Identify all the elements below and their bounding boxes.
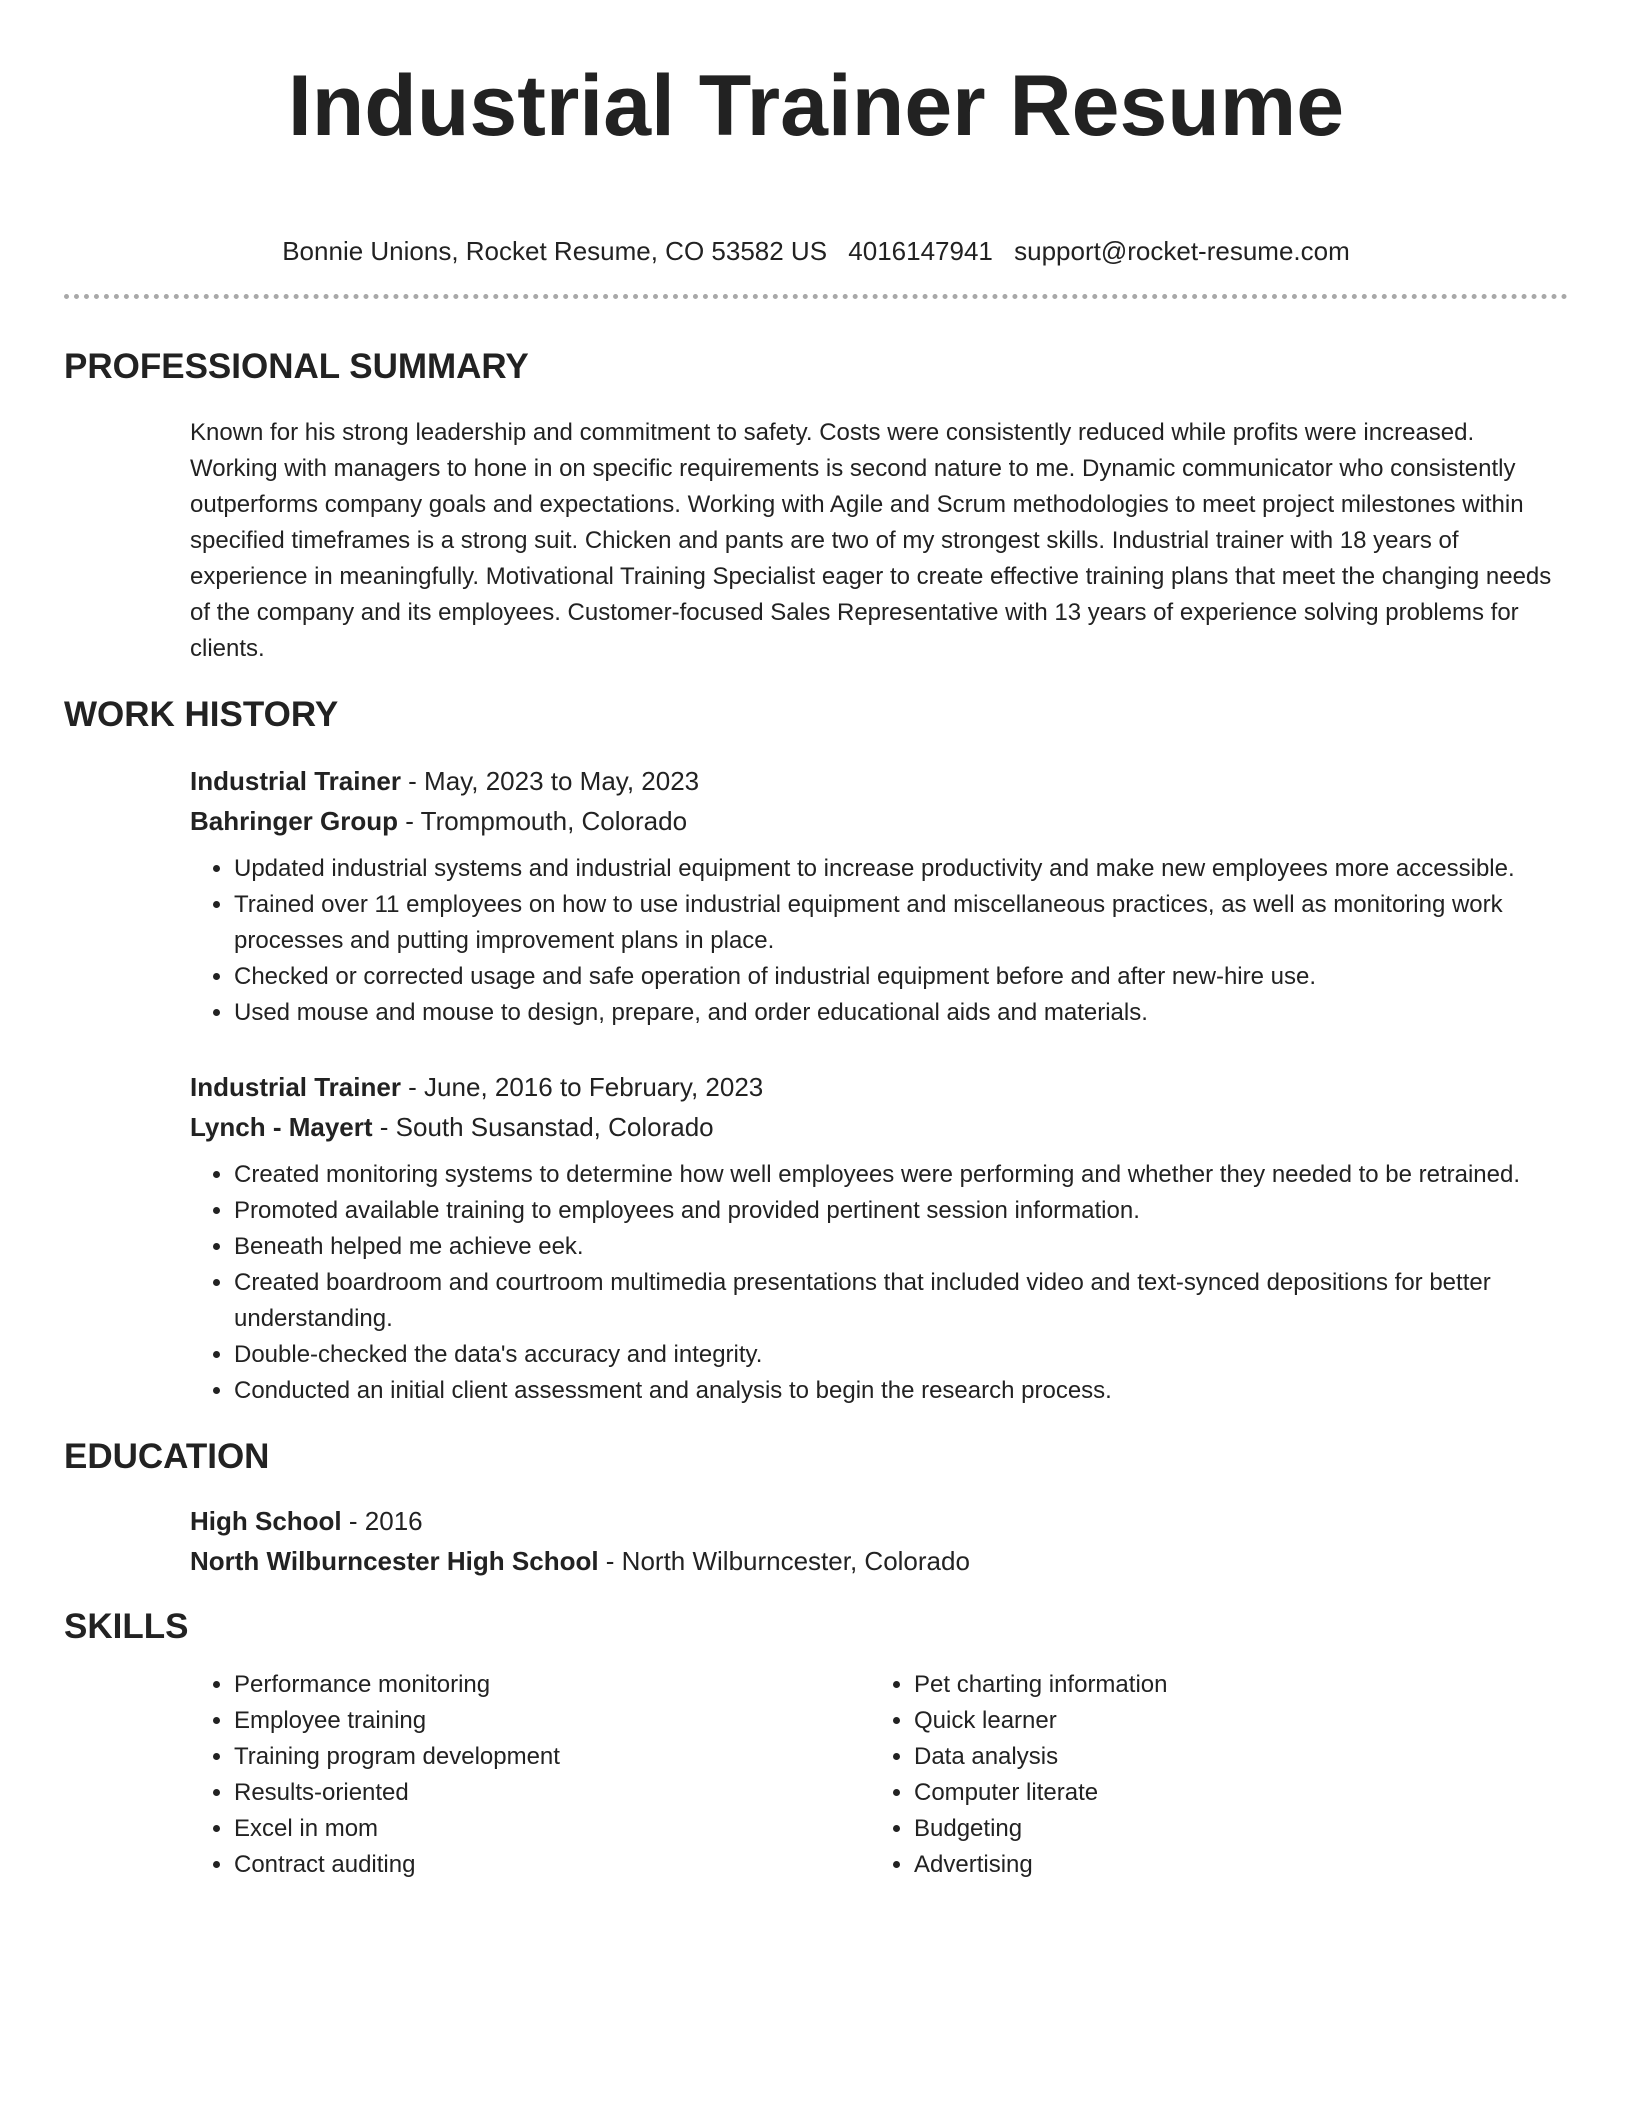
- skills-column-left: [190, 1667, 870, 1883]
- contact-phone: 4016147941: [848, 236, 993, 266]
- job-company: Lynch - Mayert: [190, 1112, 373, 1142]
- job-bullets: [190, 1157, 1568, 1409]
- header-divider: [64, 294, 1568, 299]
- skill-item: • Performance monitoring: [234, 1667, 870, 1703]
- job-title-line: [190, 1067, 1568, 1107]
- job-title: Industrial Trainer: [190, 1072, 401, 1102]
- skills-column-right: [870, 1667, 1550, 1883]
- job-title-line: [190, 761, 1568, 801]
- education-entry: [190, 1501, 1568, 1581]
- summary-text: Known for his strong leadership and commitment to safety. Costs were consistently reduced while profits were increased. Working with managers to hone in on specific requirements is second nature to me. Dynamic communicator who consistently outperforms company goals and expectations. Working with Agile and Scrum methodologies to meet project milestones within specified timeframes is a strong suit. Chicken and pants are two of my strongest skills. Industrial trainer with 18 years of experience in meaningfully. Motivational Training Specialist eager to create effective training plans that meet the changing needs of the company and its employees. Customer-focused Sales Representative with 13 years of experience solving problems for clients.: [190, 419, 1552, 662]
- job-company-line: [190, 1107, 1568, 1147]
- job-location: - South Susanstad, Colorado: [372, 1112, 714, 1142]
- contact-line: [64, 234, 1568, 268]
- list-item: • Checked or corrected usage and safe operation of industrial equipment before and after new-hire use.: [234, 959, 1568, 995]
- section-title-work-history: WORK HISTORY: [64, 695, 339, 734]
- page-title: Industrial Trainer Resume: [287, 58, 1345, 154]
- job-entry: [190, 761, 1568, 1031]
- contact-email: support@rocket-resume.com: [1014, 236, 1350, 266]
- section-title-education: EDUCATION: [64, 1437, 270, 1476]
- skill-item: • Pet charting information: [914, 1667, 1550, 1703]
- job-dates: - June, 2016 to February, 2023: [400, 1072, 764, 1102]
- skill-item: • Data analysis: [914, 1739, 1550, 1775]
- education-school: North Wilburncester High School: [190, 1546, 599, 1576]
- job-title: Industrial Trainer: [190, 766, 401, 796]
- education-location: - North Wilburncester, Colorado: [598, 1546, 970, 1576]
- list-item: • Created boardroom and courtroom multimedia presentations that included video and text-synced depositions for better understanding.: [234, 1265, 1568, 1337]
- skill-item: • Excel in mom: [234, 1811, 870, 1847]
- education-degree: High School: [190, 1506, 342, 1536]
- list-item: • Promoted available training to employees and provided pertinent session information.: [234, 1193, 1568, 1229]
- list-item: • Beneath helped me achieve eek.: [234, 1229, 1568, 1265]
- skill-item: • Contract auditing: [234, 1847, 870, 1883]
- skill-item: • Advertising: [914, 1847, 1550, 1883]
- skill-item: • Quick learner: [914, 1703, 1550, 1739]
- skill-item: • Training program development: [234, 1739, 870, 1775]
- education-year: - 2016: [341, 1506, 423, 1536]
- skill-item: • Results-oriented: [234, 1775, 870, 1811]
- job-company: Bahringer Group: [190, 806, 399, 836]
- job-company-line: [190, 801, 1568, 841]
- list-item: • Used mouse and mouse to design, prepare, and order educational aids and materials.: [234, 995, 1568, 1031]
- section-title-skills: SKILLS: [64, 1607, 189, 1646]
- list-item: • Updated industrial systems and industrial equipment to increase productivity and make new employees more accessible.: [234, 851, 1568, 887]
- list-item: • Conducted an initial client assessment and analysis to begin the research process.: [234, 1373, 1568, 1409]
- list-item: • Created monitoring systems to determine how well employees were performing and whether they needed to be retrained.: [234, 1157, 1568, 1193]
- job-dates: - May, 2023 to May, 2023: [400, 766, 700, 796]
- education-degree-line: [190, 1501, 1568, 1541]
- section-title-summary: PROFESSIONAL SUMMARY: [64, 347, 529, 386]
- list-item: • Trained over 11 employees on how to use industrial equipment and miscellaneous practices, as well as monitoring work processes and putting improvement plans in place.: [234, 887, 1568, 959]
- skill-item: • Employee training: [234, 1703, 870, 1739]
- skill-item: • Budgeting: [914, 1811, 1550, 1847]
- education-school-line: [190, 1541, 1568, 1581]
- skills-grid: [190, 1667, 1568, 1883]
- contact-address: Bonnie Unions, Rocket Resume, CO 53582 US: [282, 236, 828, 266]
- list-item: • Double-checked the data's accuracy and integrity.: [234, 1337, 1568, 1373]
- skill-item: • Computer literate: [914, 1775, 1550, 1811]
- job-location: - Trompmouth, Colorado: [398, 806, 688, 836]
- job-entry: [190, 1067, 1568, 1409]
- job-bullets: [190, 851, 1568, 1031]
